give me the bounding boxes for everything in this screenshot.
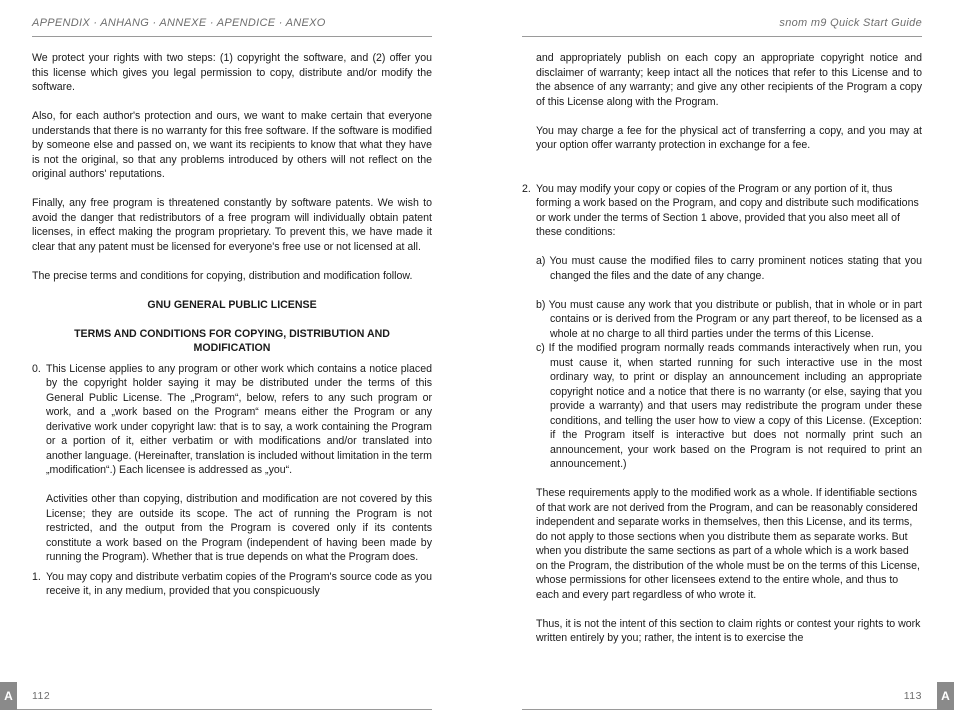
page-number: 112	[32, 690, 51, 702]
clause-text: You may modify your copy or copies of the Program or any portion of it, thus forming a work based on the Program, and copy and distribute such modifications or work under the terms of Section 1 above, provided that you also meet all of these conditions:	[536, 182, 919, 238]
terms-heading: TERMS AND CONDITIONS FOR COPYING, DISTRIBUTION AND MODIFICATION	[74, 327, 390, 354]
clause-0	[32, 362, 432, 565]
condition-b: b) You must cause any work that you distribute or publish, that in whole or in part contains or is derived from the Program or any part thereof, to be licensed as a whole at no charge to all third parties under the terms of this License.	[536, 298, 922, 340]
clause-text: Activities other than copying, distribution and modification are not covered by this License; they are outside its scope. The act of running the Program is not restricted, and the output from the Program is covered only if its contents constitute a work based on the Program (independent of having been made by running the Program). Whether that is true depends on what the Program does.	[46, 493, 432, 563]
right-body	[522, 51, 922, 646]
appendix-tab: A	[0, 682, 17, 710]
clause-1	[32, 570, 432, 599]
condition-c: c) If the modified program normally reads commands interactively when run, you must cause it, when started running for such interactive use in the most ordinary way, to print or display an announcement including an appropriate copyright notice and a notice that there is no warranty (or else, saying that you provide a warranty) and that users may redistribute the program under these conditions, and telling the user how to view a copy of this License. (Exception: if the Program itself is interactive but does not normally print such an announcement, your work based on the Program is not required to print an announcement.)	[536, 342, 922, 470]
clause-number: 0.	[32, 362, 41, 375]
paragraph: Finally, any free program is threatened constantly by software patents. We wish to avoid the danger that redistributors of a free program will individually obtain patent licenses, in effect making the program proprietary. To prevent this, we have made it clear that any patent must be licensed for everyone's free use or not licensed at all.	[32, 197, 432, 253]
clause-2	[522, 182, 922, 240]
paragraph: The precise terms and conditions for copying, distribution and modification follow.	[32, 269, 413, 282]
header-rule	[522, 36, 922, 37]
condition-a: a) You must cause the modified files to carry prominent notices stating that you changed the files and the date of any change.	[536, 255, 922, 282]
clause-number: 1.	[32, 570, 41, 583]
clause-text: This License applies to any program or other work which contains a notice placed by the copyright holder saying it may be distributed under the terms of this General Public License. The „Program“, below, refers to any such program or work, and a „work based on the Program“ means either the Program or any derivative work under copyright law: that is to say, a work containing the Program or a portion of it, either verbatim or with modifications and/or translated into another language. (Hereinafter, translation is included without limitation in the term „modification“.) Each licensee is addressed as „you“.	[46, 362, 432, 476]
clause-number: 2.	[522, 182, 531, 195]
footer-rule	[17, 709, 432, 710]
page-number: 113	[903, 690, 922, 702]
header-rule	[32, 36, 432, 37]
right-page	[484, 0, 954, 727]
running-header-right: snom m9 Quick Start Guide	[779, 17, 922, 29]
paragraph: Thus, it is not the intent of this section to claim rights or contest your rights to work written entirely by you; rather, the intent is to exercise the	[536, 617, 921, 644]
left-page	[0, 0, 470, 727]
paragraph: You may charge a fee for the physical act of transferring a copy, and you may at your option offer warranty protection in exchange for a fee.	[536, 124, 922, 151]
license-title: GNU GENERAL PUBLIC LICENSE	[147, 298, 317, 311]
paragraph: and appropriately publish on each copy an appropriate copyright notice and disclaimer of warranty; keep intact all the notices that refer to this License and to the absence of any warranty; and give any other recipients of the Program a copy of this License along with the Program.	[536, 52, 922, 108]
left-body	[32, 51, 432, 599]
clause-text: You may copy and distribute verbatim copies of the Program's source code as you receive it, in any medium, provided that you conspicuously	[46, 570, 432, 597]
paragraph: Also, for each author's protection and ours, we want to make certain that everyone understands that there is no warranty for this free software. If the software is modified by someone else and passed on, we want its recipients to know that what they have is not the original, so that any problems introduced by others will not reflect on the original authors' reputations.	[32, 110, 432, 180]
running-header-left: APPENDIX · ANHANG · ANNEXE · APENDICE · ANEXO	[32, 17, 326, 29]
appendix-tab: A	[937, 682, 954, 710]
footer-rule	[522, 709, 937, 710]
paragraph: These requirements apply to the modified work as a whole. If identifiable sections of that work are not derived from the Program, and can be reasonably considered independent and separate works in themselves, then this License, and its terms, do not apply to those sections when you distribute them as separate works. But when you distribute the same sections as part of a whole which is a work based on the Program, the distribution of the whole must be on the terms of this License, whose permissions for other licensees extend to the entire whole, and thus to each and every part regardless of who wrote it.	[536, 487, 920, 601]
paragraph: We protect your rights with two steps: (1) copyright the software, and (2) offer you this license which gives you legal permission to copy, distribute and/or modify the software.	[32, 52, 432, 93]
